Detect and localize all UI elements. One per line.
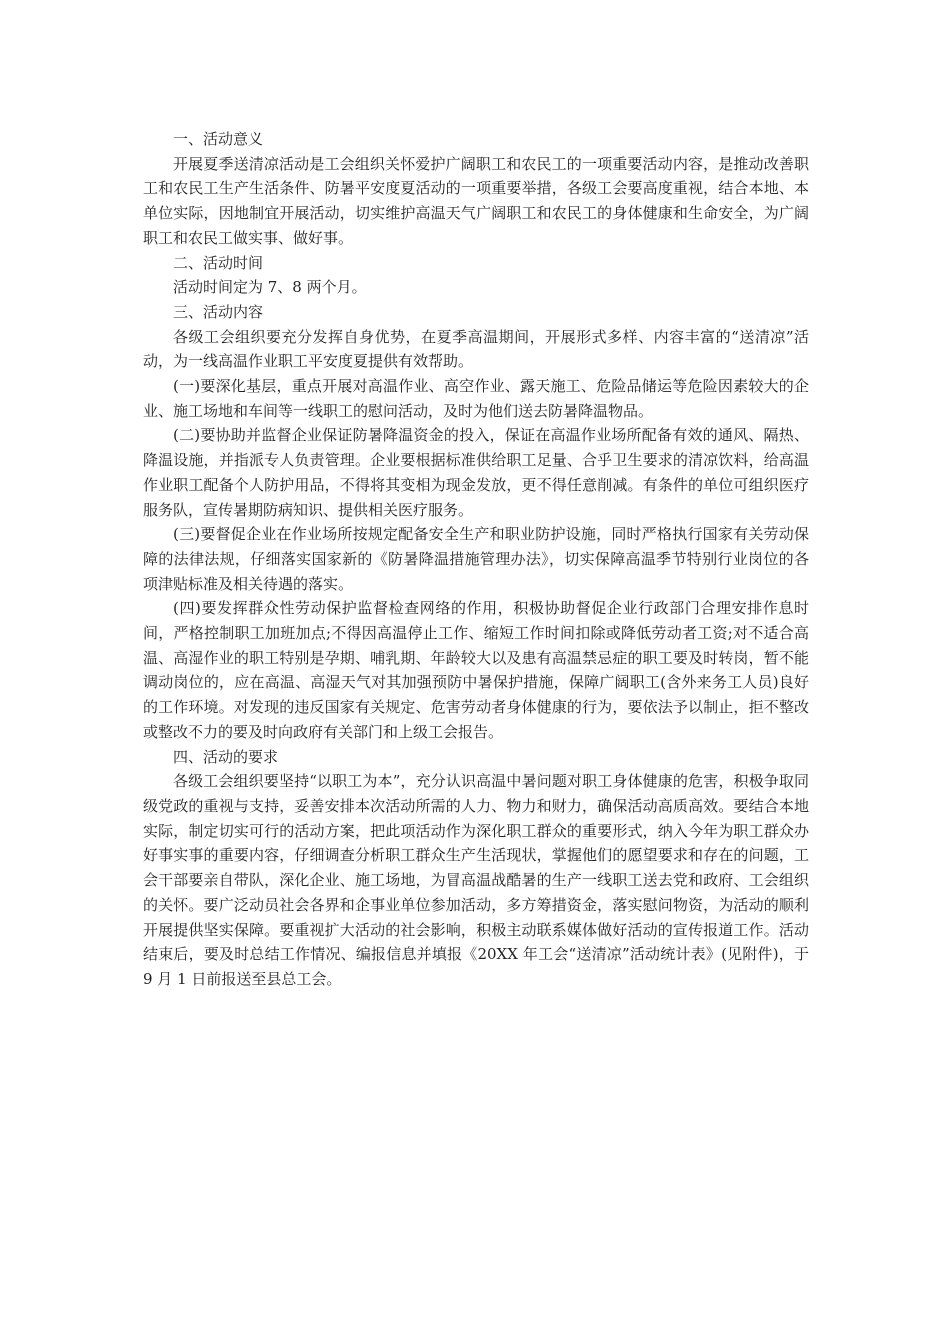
paragraph: (三)要督促企业在作业场所按规定配备安全生产和职业防护设施，同时严格执行国家有关劳动保障的法律法规，仔细落实国家新的《防暑降温措施管理办法》，切实保障高温季节特别行业岗位的各项津贴标准及相关待遇的落实。 [143,525,809,593]
section-heading-content: 三、活动内容 [173,302,264,321]
document-body [143,127,809,992]
section-heading-significance: 一、活动意义 [173,130,264,148]
paragraph: 各级工会组织要充分发挥自身优势，在夏季高温期间，开展形式多样、内容丰富的“送清凉”活动，为一线高温作业职工平安度夏提供有效帮助。 [143,327,809,371]
section-heading-time: 二、活动时间 [173,253,264,272]
paragraph: 开展夏季送清凉活动是工会组织关怀爱护广阔职工和农民工的一项重要活动内容，是推动改善职工和农民工生产生活条件、防暑平安度夏活动的一项重要举措，各级工会要高度重视，结合本地、本单位实际，因地制宜开展活动，切实维护高温天气广阔职工和农民工的身体健康和生命安全，为广阔职工和农民工做实事、做好事。 [143,154,809,247]
paragraph: (一)要深化基层，重点开展对高温作业、高空作业、露天施工、危险品储运等危险因素较大的企业、施工场地和车间等一线职工的慰问活动，及时为他们送去防暑降温物品。 [143,377,809,420]
section-heading-requirements: 四、活动的要求 [173,747,279,766]
paragraph: 活动时间定为 7、8 两个月。 [173,278,367,297]
paragraph: (二)要协助并监督企业保证防暑降温资金的投入，保证在高温作业场所配备有效的通风、隔热、降温设施，并指派专人负责管理。企业要根据标准供给职工足量、合乎卫生要求的清凉饮料，给高温作业职工配备个人防护用品，不得将其变相为现金发放，更不得任意削减。有条件的单位可组织医疗服务队，宣传暑期防病知识、提供相关医疗服务。 [143,426,809,519]
paragraph: 各级工会组织要坚持“以职工为本”，充分认识高温中暑问题对职工身体健康的危害，积极争取同级党政的重视与支持，妥善安排本次活动所需的人力、物力和财力，确保活动高质高效。要结合本地实际，制定切实可行的活动方案，把此项活动作为深化职工群众的重要形式，纳入今年为职工群众办好事实事的重要内容，仔细调查分析职工群众生产生活现状，掌握他们的愿望要求和存在的问题，工会干部要亲自带队，深化企业、施工场地，为冒高温战酷暑的生产一线职工送去党和政府、工会组织的关怀。要广泛动员社会各界和企事业单位参加活动，多方筹措资金，落实慰问物资，为活动的顺利开展提供坚实保障。要重视扩大活动的社会影响，积极主动联系媒体做好活动的宣传报道工作。活动结束后，要及时总结工作情况、编报信息并填报《20XX 年工会“送清凉”活动统计表》(见附件)，于 9 月 1 日前报送至县总工会。 [143,772,809,988]
paragraph: (四)要发挥群众性劳动保护监督检查网络的作用，积极协助督促企业行政部门合理安排作息时间，严格控制职工加班加点;不得因高温停止工作、缩短工作时间扣除或降低劳动者工资;对不适合高温、高湿作业的职工特别是孕期、哺乳期、年龄较大以及患有高温禁忌症的职工要及时转岗，暂不能调动岗位的，应在高温、高湿天气对其加强预防中暑保护措施，保障广阔职工(含外来务工人员)良好的工作环境。对发现的违反国家有关规定、危害劳动者身体健康的行为，要依法予以制止，拒不整改或整改不力的要及时向政府有关部门和上级工会报告。 [143,599,809,741]
